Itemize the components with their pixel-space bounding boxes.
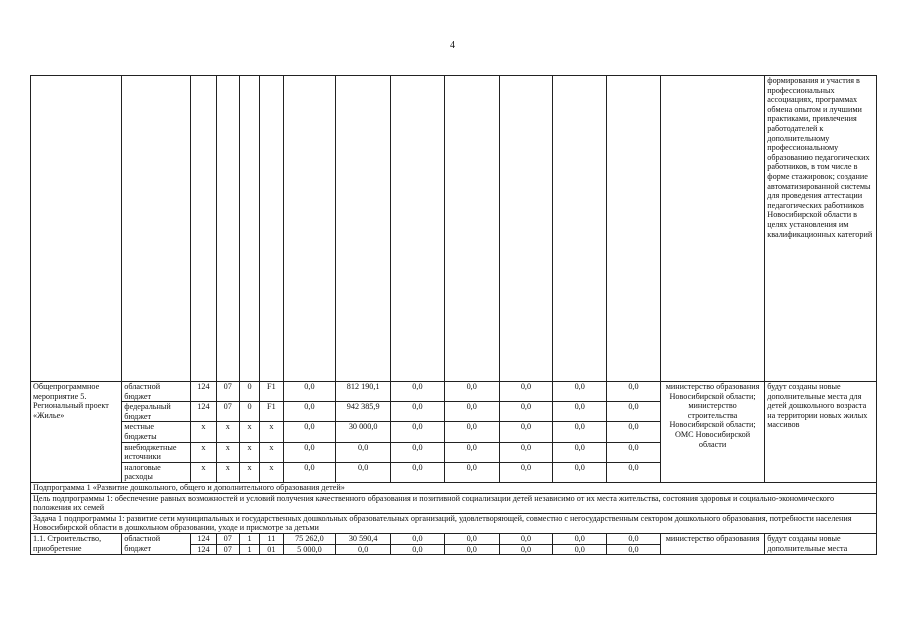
value-cell: 0,0 [499,442,553,462]
value-cell: 0,0 [391,402,445,422]
value-cell: 0,0 [283,422,336,442]
grbs-code: 124 [191,382,216,402]
value-cell: 0,0 [283,382,336,402]
pr-code: 0 [239,402,259,422]
value-cell: 0,0 [391,422,445,442]
value-cell: 0,0 [391,462,445,482]
grbs-code: 124 [191,402,216,422]
grbs-code: x [191,462,216,482]
cs-code: x [260,442,283,462]
continuation-row [31,76,877,382]
value-cell: 0,0 [499,462,553,482]
grbs-code: 124 [191,533,216,544]
value-cell: 0,0 [553,382,607,402]
rz-code: 07 [216,402,239,422]
value-cell: 0,0 [336,544,391,555]
subprogram-title: Подпрограмма 1 «Развитие дошкольного, общего и дополнительного образования детей» [31,482,877,493]
funding-source: внебюджетные источники [122,442,191,462]
value-cell: 0,0 [444,544,499,555]
value-cell: 0,0 [444,382,499,402]
value-cell: 0,0 [553,462,607,482]
cs-code: x [260,422,283,442]
value-cell: 0,0 [499,382,553,402]
subprogram-goal: Цель подпрограммы 1: обеспечение равных возможностей и условий получения качественного образования и позитивной социализации детей независимо от их места жительства, состояния здоровья и социально-экономического положения их семей [31,493,877,513]
value-cell: 0,0 [553,402,607,422]
cs-code: 01 [260,544,283,555]
funding-source: местные бюджеты [122,422,191,442]
funding-source: федеральный бюджет [122,402,191,422]
program-table [30,75,877,555]
expected-result: будут созданы новые дополнительные места [765,533,877,554]
value-cell: 812 190,1 [336,382,391,402]
cs-code: 11 [260,533,283,544]
grbs-code: 124 [191,544,216,555]
grbs-code: x [191,442,216,462]
value-cell: 0,0 [444,442,499,462]
pr-code: x [239,442,259,462]
value-cell: 0,0 [607,382,661,402]
event5-row [31,382,877,402]
value-cell: 0,0 [553,533,607,544]
value-cell: 0,0 [607,402,661,422]
value-cell: 942 385,9 [336,402,391,422]
task-description: Задача 1 подпрограммы 1: развитие сети муниципальных и государственных дошкольных образовательных организаций, удовлетворяющей, совместно с негосударственным сектором дошкольного образования, потребности населения Новосибирской области в дошкольном образовании, уходе и присмотре за детьми [31,513,877,533]
expected-result: будут созданы новые дополнительные места для детей дошкольного возраста на территории новых жилых массивов [765,382,877,483]
funding-source: областной бюджет [122,533,191,554]
rz-code: x [216,462,239,482]
rz-code: 07 [216,533,239,544]
pr-code: 0 [239,382,259,402]
pr-code: x [239,462,259,482]
value-cell: 0,0 [444,533,499,544]
cs-code: F1 [260,382,283,402]
value-cell: 0,0 [499,402,553,422]
pr-code: 1 [239,544,259,555]
cs-code: F1 [260,402,283,422]
subprogram-title-row [31,482,877,493]
expected-result-cell: формирования и участия в профессиональных ассоциациях, программах обмена опытом и лучшими практиками, привлечения работодателей к дополнительному профессиональному образованию педагогических работников, в том числе в форме стажировок; создание автоматизированной системы для проведения аттестации педагогических работников Новосибирской области в целях установления им квалификационных категорий [765,76,877,382]
value-cell: 0,0 [391,382,445,402]
value-cell: 0,0 [283,462,336,482]
value-cell: 0,0 [499,533,553,544]
value-cell: 5 000,0 [283,544,336,555]
value-cell: 0,0 [607,544,661,555]
value-cell: 0,0 [283,402,336,422]
value-cell: 0,0 [553,422,607,442]
value-cell: 30 590,4 [336,533,391,544]
value-cell: 0,0 [499,544,553,555]
rz-code: 07 [216,544,239,555]
value-cell: 0,0 [444,462,499,482]
cs-code: x [260,462,283,482]
executor: министерство образования Новосибирской области; министерство строительства Новосибирской области; ОМС Новосибирской области [660,382,764,483]
task-row [31,513,877,533]
value-cell: 0,0 [607,422,661,442]
value-cell: 0,0 [391,544,445,555]
value-cell: 0,0 [391,533,445,544]
value-cell: 0,0 [283,442,336,462]
executor: министерство образования [660,533,764,554]
value-cell: 0,0 [553,544,607,555]
grbs-code: x [191,422,216,442]
value-cell: 0,0 [444,422,499,442]
value-cell: 75 262,0 [283,533,336,544]
event-name: 1.1. Строительство, приобретение [31,533,122,554]
value-cell: 0,0 [444,402,499,422]
event-name: Общепрограммное мероприятие 5. Региональный проект «Жилье» [31,382,122,483]
funding-source: областной бюджет [122,382,191,402]
value-cell: 0,0 [336,462,391,482]
subprogram-goal-row [31,493,877,513]
value-cell: 0,0 [607,533,661,544]
value-cell: 0,0 [499,422,553,442]
value-cell: 0,0 [336,442,391,462]
rz-code: x [216,422,239,442]
value-cell: 0,0 [553,442,607,462]
item11-row [31,533,877,544]
value-cell: 0,0 [607,442,661,462]
page-number: 4 [450,40,455,51]
pr-code: x [239,422,259,442]
rz-code: 07 [216,382,239,402]
value-cell: 30 000,0 [336,422,391,442]
value-cell: 0,0 [391,442,445,462]
rz-code: x [216,442,239,462]
funding-source: налоговые расходы [122,462,191,482]
pr-code: 1 [239,533,259,544]
value-cell: 0,0 [607,462,661,482]
